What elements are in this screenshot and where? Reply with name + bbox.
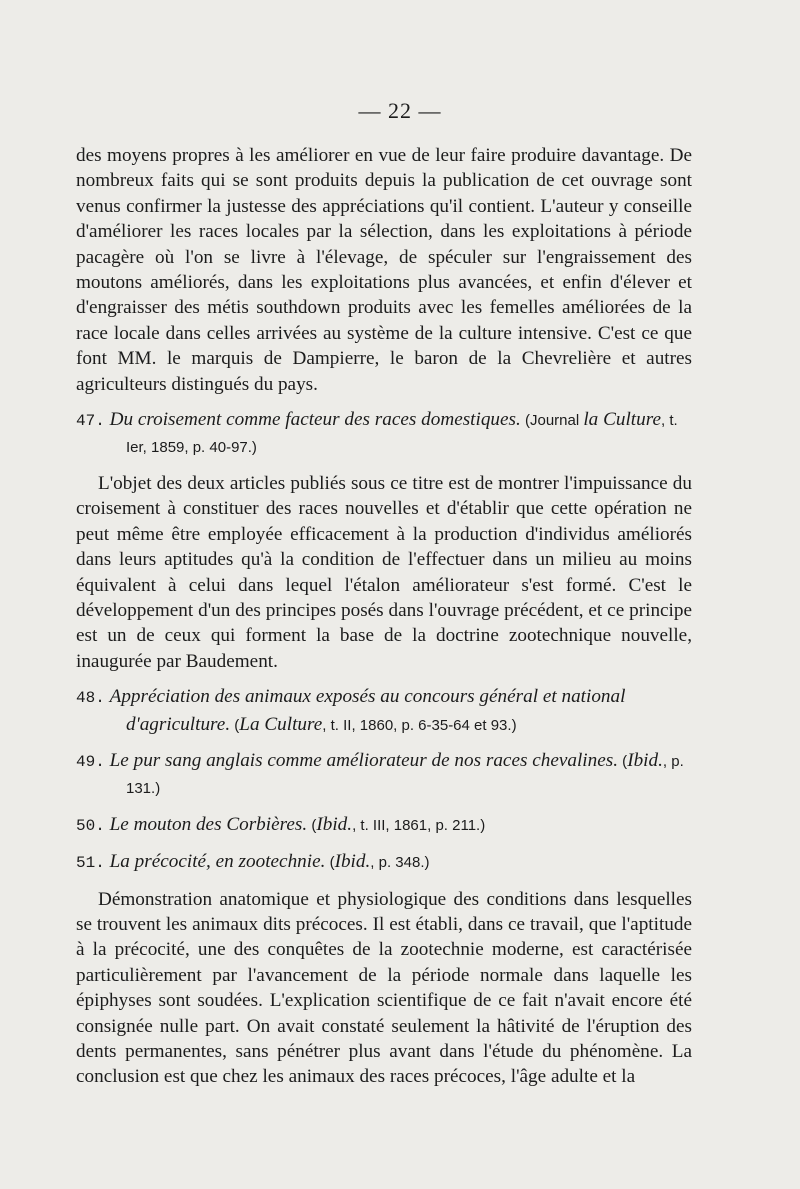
- entry-number: 47.: [76, 412, 105, 431]
- paragraph-2: L'objet des deux articles publiés sous ce titre est de montrer l'impuissance du croisement à constituer des races nouvelles et d'établir que cette opération ne peut même être employée efficacement à la production d'individus améliorés dans leurs aptitudes qu'à la condition de l'effectuer dans un milieu au moins équivalent à celui dans lequel l'étalon améliorateur s'est formé. C'est le développement d'un des principes posés dans l'ouvrage précédent, et ce principe est un de ceux qui forment la base de la doctrine zootechnique nouvelle, inaugurée par Baudement.: [76, 472, 692, 672]
- entry-number: 48.: [76, 689, 105, 708]
- page-body: [76, 143, 692, 1090]
- bibliography-entry-48: 48. Appréciation des animaux exposés au concours général et national d'agriculture. (La Culture, t. II, 1860, p. 6-35-64 et 93.): [76, 686, 626, 735]
- journal-name: la Culture: [583, 409, 661, 431]
- bibliography-entry-51: 51. La précocité, en zootechnie. (Ibid., p. 348.): [76, 851, 430, 873]
- journal-name: La Culture: [239, 713, 323, 735]
- bibliography-entry-49: 49. Le pur sang anglais comme améliorateur de nos races chevalines. (Ibid., p. 131.): [76, 749, 684, 798]
- entry-title: Appréciation des animaux exposés au concours général et national d'agriculture.: [109, 686, 626, 735]
- entry-number: 50.: [76, 816, 105, 835]
- entry-title: La précocité, en zootechnie.: [109, 851, 326, 873]
- bibliography-entry-47: 47. Du croisement comme facteur des races domestiques. (Journal la Culture, t. Ier, 1859, p. 40-97.): [76, 409, 678, 457]
- page-number: — 22 —: [358, 98, 442, 123]
- entry-title: Du croisement comme facteur des races domestiques.: [109, 409, 521, 431]
- journal-name: Ibid.: [627, 749, 663, 771]
- paragraph-1: des moyens propres à les améliorer en vue de leur faire produire davantage. De nombreux faits qui se sont produits depuis la publication de cet ouvrage sont venus confirmer la justesse des appréciations qu'il contient. L'auteur y conseille d'améliorer les races locales par la sélection, dans les exploitations à période pacagère où l'on se livre à l'élevage, de spéculer sur l'engraissement des moutons améliorés, dans les exploitations plus avancées, et enfin d'élever et d'engraisser des métis southdown produits avec les femelles améliorées de la race locale dans celles arrivées au système de la culture intensive. C'est ce que font MM. le marquis de Dampierre, le baron de la Chevrelière et autres agriculteurs distingués du pays.: [76, 145, 692, 395]
- bibliography-entry-50: 50. Le mouton des Corbières. (Ibid., t. III, 1861, p. 211.): [76, 813, 486, 835]
- entry-number: 51.: [76, 854, 105, 873]
- journal-name: Ibid.: [334, 851, 371, 873]
- entry-title: Le pur sang anglais comme améliorateur de nos races chevalines.: [109, 749, 619, 771]
- journal-name: Ibid.: [316, 813, 353, 835]
- entry-number: 49.: [76, 752, 105, 771]
- entry-title: Le mouton des Corbières.: [109, 813, 308, 835]
- paragraph-3: Démonstration anatomique et physiologique des conditions dans lesquelles se trouvent les animaux dits précoces. Il est établi, dans ce travail, que l'aptitude à la précocité, une des conquêtes de la zootechnie moderne, est caractérisée particulièrement par l'avancement de la période normale dans laquelle les épiphyses sont soudées. L'explication scientifique de ce fait n'avait encore été consignée nulle part. On avait constaté seulement la hâtivité de l'éruption des dents permanentes, sans pénétrer plus avant dans l'étude du phénomène. La conclusion est que chez les animaux des races précoces, l'âge adulte et la: [76, 888, 692, 1088]
